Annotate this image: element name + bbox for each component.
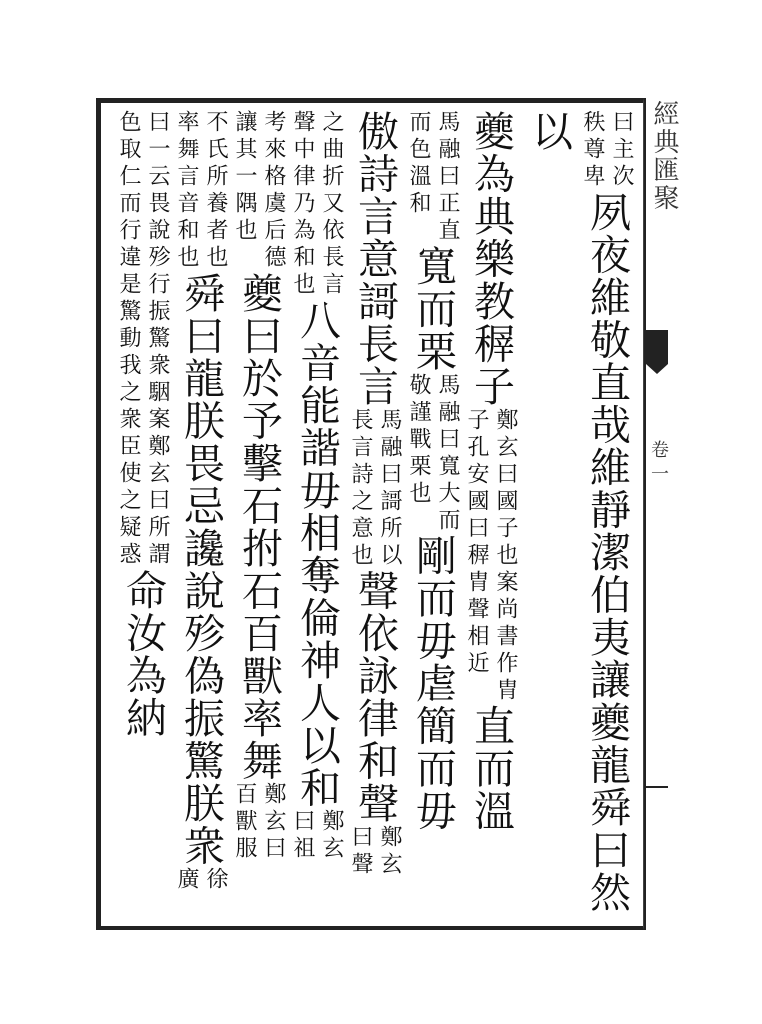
- main-text: 夙夜維敬直哉維靜潔伯夷讓夔龍舜曰然以: [525, 110, 631, 914]
- main-text: 夔曰於予擊石拊石百獸率舞: [235, 272, 283, 782]
- note-line: 之曲折又依長言: [319, 110, 344, 299]
- commentary-note: [230, 110, 288, 272]
- commentary-note: [346, 825, 404, 879]
- note-line: 曰一云畏說殄行振驚衆駰案鄭玄曰所謂: [145, 110, 170, 569]
- note-line: 徐: [203, 867, 228, 894]
- main-text: 命汝為納: [119, 569, 167, 739]
- text-column: [520, 110, 636, 922]
- note-line: 鄭玄: [319, 809, 344, 863]
- main-text: 八音能諧毋相奪倫神人以和: [293, 299, 341, 809]
- note-line: 敬謹戰栗也: [406, 372, 431, 508]
- commentary-note: [230, 782, 288, 863]
- text-column: [172, 110, 230, 922]
- note-line: 不氏所養者也: [203, 110, 228, 272]
- commentary-note: [288, 809, 346, 863]
- main-text: 直而溫: [467, 704, 515, 832]
- commentary-note: [172, 110, 230, 272]
- margin-divider: [646, 786, 668, 788]
- note-line: 子孔安國曰稺胄聲相近: [464, 407, 489, 678]
- note-line: 馬融曰正直: [435, 110, 460, 245]
- fishtail-mark-icon: [646, 330, 668, 364]
- commentary-note: [404, 373, 462, 535]
- main-text: 剛而毋虐簡而毋: [409, 534, 457, 832]
- note-line: 曰主次: [609, 110, 634, 191]
- note-line: 而色溫和: [406, 110, 431, 218]
- main-text: 聲依詠律和聲: [351, 569, 399, 825]
- note-line: 聲中律乃為和也: [290, 110, 315, 299]
- main-text: 寬而栗: [409, 245, 457, 373]
- margin-strip: [644, 98, 668, 930]
- text-column: [462, 110, 520, 922]
- note-line: 鄭玄曰國子也案尚書作胄: [493, 407, 518, 705]
- main-text: 夔為典樂教稺子: [467, 110, 515, 408]
- note-line: 讓其一隅也: [232, 110, 257, 245]
- note-line: 鄭玄曰: [261, 782, 286, 863]
- commentary-note: [346, 408, 404, 570]
- commentary-note: [462, 408, 520, 705]
- text-column: [346, 110, 404, 922]
- juan-label: 卷一: [648, 440, 669, 488]
- note-line: 曰祖: [290, 809, 315, 863]
- text-column: [230, 110, 288, 922]
- commentary-note: [172, 867, 230, 894]
- text-column: [288, 110, 346, 922]
- commentary-note: [288, 110, 346, 299]
- note-line: 馬融曰謌所以: [377, 407, 402, 570]
- note-line: 曰聲: [348, 824, 373, 879]
- note-line: 馬融曰寬大而: [435, 372, 460, 535]
- commentary-note: [404, 110, 462, 245]
- note-line: 百獸服: [232, 782, 257, 863]
- commentary-note: [114, 110, 172, 569]
- note-line: 考來格虞后德: [261, 110, 286, 272]
- text-column: [114, 110, 172, 922]
- note-line: 秩尊卑: [580, 110, 605, 191]
- note-line: 率舞言音和也: [174, 110, 199, 272]
- note-line: 鄭玄: [377, 824, 402, 879]
- text-body: [106, 110, 636, 922]
- book-title: 經典匯聚: [649, 100, 679, 212]
- main-text: 傲詩言意謌長言: [351, 110, 399, 408]
- note-line: 色取仁而行違是驚動我之衆臣使之疑惑: [116, 110, 141, 569]
- main-text: 舜曰龍朕畏忌讒說殄偽振驚朕衆: [177, 272, 225, 867]
- text-column: [404, 110, 462, 922]
- note-line: 長言詩之意也: [348, 407, 373, 570]
- commentary-note: [578, 110, 636, 191]
- note-line: 廣: [174, 867, 199, 894]
